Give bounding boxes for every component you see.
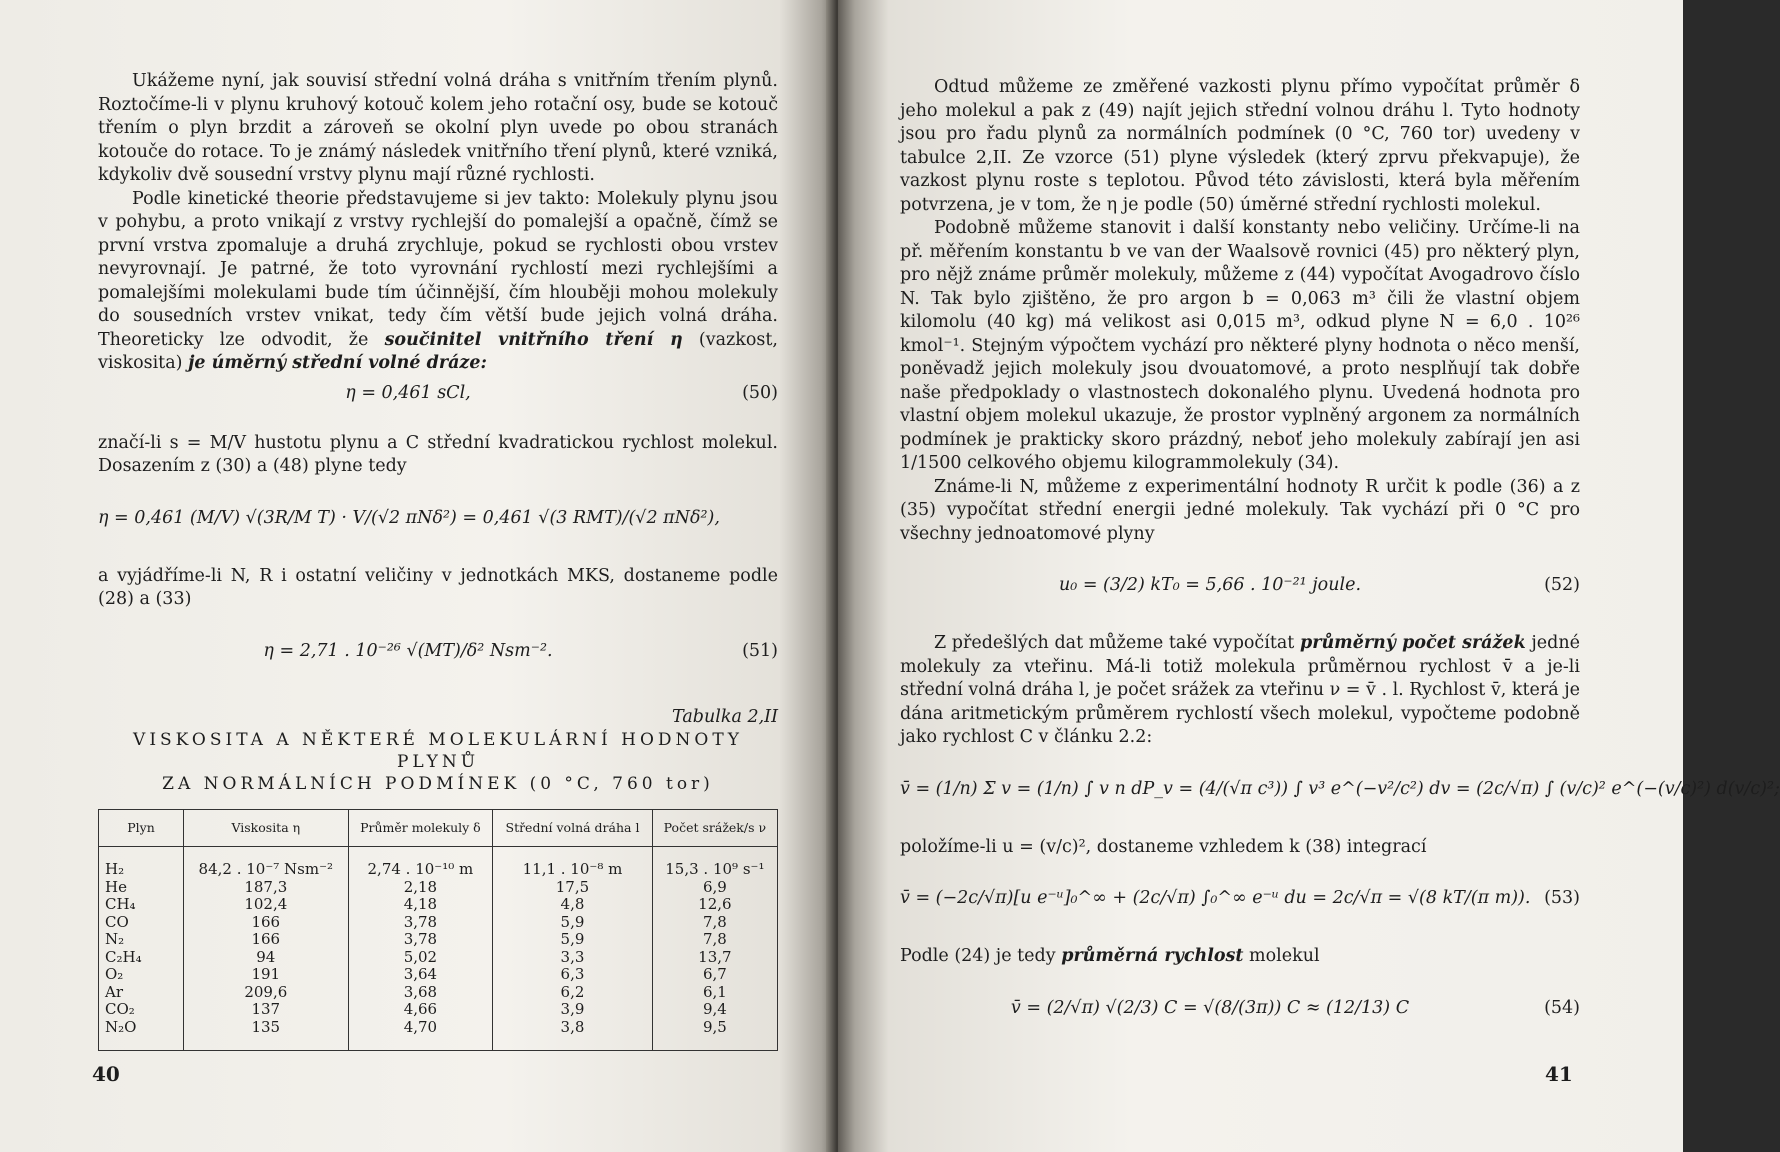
page-number-right: 41: [1545, 1062, 1573, 1086]
equation-number: (50): [742, 382, 778, 403]
header-gas: Plyn: [99, 810, 184, 847]
cell-diameter: 2,18: [348, 879, 493, 897]
cell-mean-free-path: 4,8: [493, 896, 653, 914]
term-proportional: je úměrný střední volné dráze:: [188, 353, 487, 373]
cell-mean-free-path: 11,1 . 10⁻⁸ m: [493, 847, 653, 879]
equation-expression: v̄ = (2/√π) √(2/3) C = √(8/(3π)) C ≈ (12/13) C: [1010, 997, 1410, 1018]
cell-viscosity: 135: [184, 1019, 349, 1051]
cell-diameter: 5,02: [348, 949, 493, 967]
equation-expression: η = 0,461 (M/V) √(3R/M T) · V/(√2 πNδ²) = 0,461 √(3 RMT)/(√2 πNδ²),: [98, 507, 720, 528]
cell-collisions: 12,6: [652, 896, 777, 914]
equation-expression: η = 0,461 sCl,: [345, 382, 471, 403]
cell-mean-free-path: 3,8: [493, 1019, 653, 1051]
cell-collisions: 6,1: [652, 984, 777, 1002]
paragraph-mean-speed: [900, 945, 1580, 969]
paragraph-density: značí-li s = M/V hustotu plynu a C střední kvadratickou rychlost molekul. Dosazením z (30) a (48) plyne tedy: [98, 432, 778, 476]
cell-mean-free-path: 17,5: [493, 879, 653, 897]
cell-diameter: 3,68: [348, 984, 493, 1002]
equation-expression: u₀ = (3/2) kT₀ = 5,66 . 10⁻²¹ joule.: [1058, 575, 1362, 595]
cell-viscosity: 209,6: [184, 984, 349, 1002]
equation-53: [900, 865, 1580, 939]
table-caption: Tabulka 2,II: [672, 706, 778, 727]
term-viscosity-coefficient: součinitel vnitřního tření η: [384, 329, 683, 350]
cell-gas: O₂: [99, 966, 184, 984]
cell-diameter: 3,64: [348, 966, 493, 984]
cell-collisions: 7,8: [652, 931, 777, 949]
term-mean-speed: průměrná rychlost: [1061, 946, 1244, 966]
cell-viscosity: 137: [184, 1001, 349, 1019]
paragraph-diameter: Odtud můžeme ze změřené vazkosti plynu přímo vypočítat průměr δ jeho molekul a pak z (49) najít jejich střední volnou dráhu l. Tyto hodnoty jsou pro řadu plynů za normálních podmínek (0 °C, 760 tor) uvedeny v tabulce 2,II. Ze vzorce (51) plyne výsledek (který zprvu překvapuje), že vazkost plynu roste s teplotou. Původ této závislosti, která byla měřením potvrzena, je v tom, že η je podle (50) úměrné střední rychlosti molekul.: [900, 77, 1580, 215]
paragraph-mks: a vyjádříme-li N, R i ostatní veličiny v jednotkách MKS, dostaneme podle (28) a (33): [98, 565, 778, 609]
equation-expression: v̄ = (1/n) Σ v = (1/n) ∫ v n dP_v = (4/(√π c³)) ∫ v³ e^(−v²/c²) dv = (2c/√π) ∫ (v/c)² e^(−(v/c)²) d(v/c)²;: [900, 778, 1780, 799]
paragraph-text: (vazkost, viskosita): [98, 329, 778, 373]
cell-viscosity: 102,4: [184, 896, 349, 914]
paragraph-internal-friction: Ukážeme nyní, jak souvisí střední volná dráha s vnitřním třením plynů. Roztočíme-li v plynu kruhový kotouč kolem jeho rotační osy, bude se kotouč třením o plyn brzdit a zároveň se okolní plyn uvede po obou stranách kotouče do rotace. To je známý následek vnitřního tření plynů, které vzniká, kdykoliv dvě sousední vrstvy plynu mají různé rychlosti.: [98, 71, 778, 185]
paragraph-text: molekul: [1249, 946, 1320, 966]
cell-mean-free-path: 3,9: [493, 1001, 653, 1019]
cell-viscosity: 187,3: [184, 879, 349, 897]
table-header-row: [99, 810, 778, 847]
table-row: [99, 1001, 778, 1019]
table-row: [99, 984, 778, 1002]
paragraph-substitution: položíme-li u = (v/c)², dostaneme vzhledem k (38) integrací: [900, 836, 1427, 857]
paragraph-text: jedné molekuly za vteřinu. Má-li totiž molekula průměrnou rychlost v̄ a je-li střední volná dráha l, je počet srážek za vteřinu ν = v̄ . l. Rychlost v̄, která je dána aritmetickým průměrem rychlostí všech molekul, vypočteme podobně jako rychlost C v článku 2.2:: [900, 633, 1580, 747]
cell-collisions: 15,3 . 10⁹ s⁻¹: [652, 847, 777, 879]
equation-derivation: [98, 485, 778, 559]
paragraph-text: Podle (24) je tedy: [900, 946, 1056, 966]
cell-gas: Ar: [99, 984, 184, 1002]
cell-collisions: 6,7: [652, 966, 777, 984]
cell-collisions: 9,5: [652, 1019, 777, 1051]
cell-gas: He: [99, 879, 184, 897]
equation-number: (51): [742, 640, 778, 661]
table-row: [99, 931, 778, 949]
table-row: [99, 914, 778, 932]
table-title-line-1: VISKOSITA A NĚKTERÉ MOLEKULÁRNÍ HODNOTY PLYNŮ: [133, 730, 743, 772]
equation-52: [900, 552, 1580, 626]
paragraph-kinetic-theory: [98, 188, 778, 376]
right-text-column: [900, 76, 1780, 1055]
cell-gas: C₂H₄: [99, 949, 184, 967]
header-mean-free-path: Střední volná dráha l: [493, 810, 653, 847]
equation-50: [98, 382, 778, 426]
paragraph-collisions: [900, 632, 1580, 750]
cell-mean-free-path: 6,3: [493, 966, 653, 984]
table-row: [99, 847, 778, 879]
table-body: [99, 847, 778, 1051]
cell-collisions: 6,9: [652, 879, 777, 897]
page-number-left: 40: [92, 1062, 120, 1086]
table-row: [99, 1019, 778, 1051]
equation-number: (53): [1544, 888, 1580, 908]
paragraph-constants: Podobně můžeme stanovit i další konstanty nebo veličiny. Určíme-li na př. měřením konstantu b ve van der Waalsově rovnici (45) pro některý plyn, pro nějž známe průměr molekuly, můžeme z (44) vypočítat Avogadrovo číslo N. Tak bylo zjištěno, že pro argon b = 0,063 m³ čili že vlastní objem kilomolu (40 kg) má velikost asi 0,015 m³, odkud plyne N = 6,0 . 10²⁶ kmol⁻¹. Stejným výpočtem vychází pro některé plyny hodnota o něco menší, poněvadž jejich molekuly jsou dvouatomové, a proto nesplňují tak dobře naše předpoklady o vlastnostech dokonalého plynu. Uvedená hodnota pro vlastní objem molekul ukazuje, že prostor vyplněný argonem za normálních podmínek je prakticky skoro prázdný, neboť jeho molekuly zabírají jen asi 1/1500 celkového objemu kilogrammolekuly (34).: [900, 218, 1580, 473]
table-title-line-2: ZA NORMÁLNÍCH PODMÍNEK (0 °C, 760 tor): [162, 774, 714, 794]
equation-number: (52): [1544, 575, 1580, 595]
equation-51: [98, 618, 778, 692]
cell-collisions: 7,8: [652, 914, 777, 932]
right-page: [838, 0, 1780, 1152]
header-viscosity: Viskosita η: [184, 810, 349, 847]
cell-viscosity: 191: [184, 966, 349, 984]
cell-mean-free-path: 5,9: [493, 914, 653, 932]
left-page: [0, 0, 838, 1152]
header-diameter: Průměr molekuly δ: [348, 810, 493, 847]
equation-mean-speed: [900, 756, 1780, 830]
cell-viscosity: 94: [184, 949, 349, 967]
cell-collisions: 13,7: [652, 949, 777, 967]
cell-gas: CO₂: [99, 1001, 184, 1019]
cell-diameter: 4,66: [348, 1001, 493, 1019]
cell-viscosity: 84,2 . 10⁻⁷ Nsm⁻²: [184, 847, 349, 879]
paragraph-energy: Známe-li N, můžeme z experimentální hodnoty R určit k podle (36) a z (35) vypočítat střední energii jedné molekuly. Tak vychází při 0 °C pro všechny jednoatomové plyny: [900, 476, 1580, 544]
cell-viscosity: 166: [184, 914, 349, 932]
header-collisions: Počet srážek/s ν: [652, 810, 777, 847]
cell-gas: H₂: [99, 847, 184, 879]
table-row: [99, 966, 778, 984]
cell-viscosity: 166: [184, 931, 349, 949]
cell-gas: N₂O: [99, 1019, 184, 1051]
cell-diameter: 2,74 . 10⁻¹⁰ m: [348, 847, 493, 879]
term-collision-count: průměrný počet srážek: [1300, 633, 1526, 653]
equation-expression: v̄ = (−2c/√π)[u e⁻ᵘ]₀^∞ + (2c/√π) ∫₀^∞ e⁻ᵘ du = 2c/√π = √(8 kT/(π m)).: [900, 888, 1531, 908]
table-row: [99, 949, 778, 967]
equation-number: (54): [1544, 997, 1580, 1018]
cell-diameter: 4,70: [348, 1019, 493, 1051]
cell-mean-free-path: 3,3: [493, 949, 653, 967]
paragraph-text: Podle kinetické theorie představujeme si jev takto: Molekuly plynu jsou v pohybu, a proto vnikají z vrstvy rychlejší do pomalejší a opačně, čímž se první vrstva zpomaluje a druhá zrychluje, pokud se rychlosti obou vrstev nevyrovnají. Je patrné, že toto vyrovnání rychlostí mezi rychlejšími a pomalejšími molekulami bude tím účinnější, čím hlouběji mohou molekuly do sousedních vrstev vnikat, tedy čím větší bude jejich volná dráha. Theoreticky lze odvodit, že: [98, 188, 778, 350]
cell-gas: N₂: [99, 931, 184, 949]
cell-collisions: 9,4: [652, 1001, 777, 1019]
molecular-data-table: [98, 809, 778, 1051]
table-row: [99, 879, 778, 897]
cell-diameter: 3,78: [348, 914, 493, 932]
cell-mean-free-path: 5,9: [493, 931, 653, 949]
cell-diameter: 4,18: [348, 896, 493, 914]
cell-diameter: 3,78: [348, 931, 493, 949]
table-row: [99, 896, 778, 914]
left-text-column: [98, 70, 778, 1051]
equation-expression: η = 2,71 . 10⁻²⁶ √(MT)/δ² Nsm⁻².: [263, 640, 553, 661]
paragraph-text: Z předešlých dat můžeme také vypočítat: [934, 633, 1295, 653]
cell-gas: CH₄: [99, 896, 184, 914]
equation-54: [900, 975, 1580, 1049]
cell-gas: CO: [99, 914, 184, 932]
cell-mean-free-path: 6,2: [493, 984, 653, 1002]
